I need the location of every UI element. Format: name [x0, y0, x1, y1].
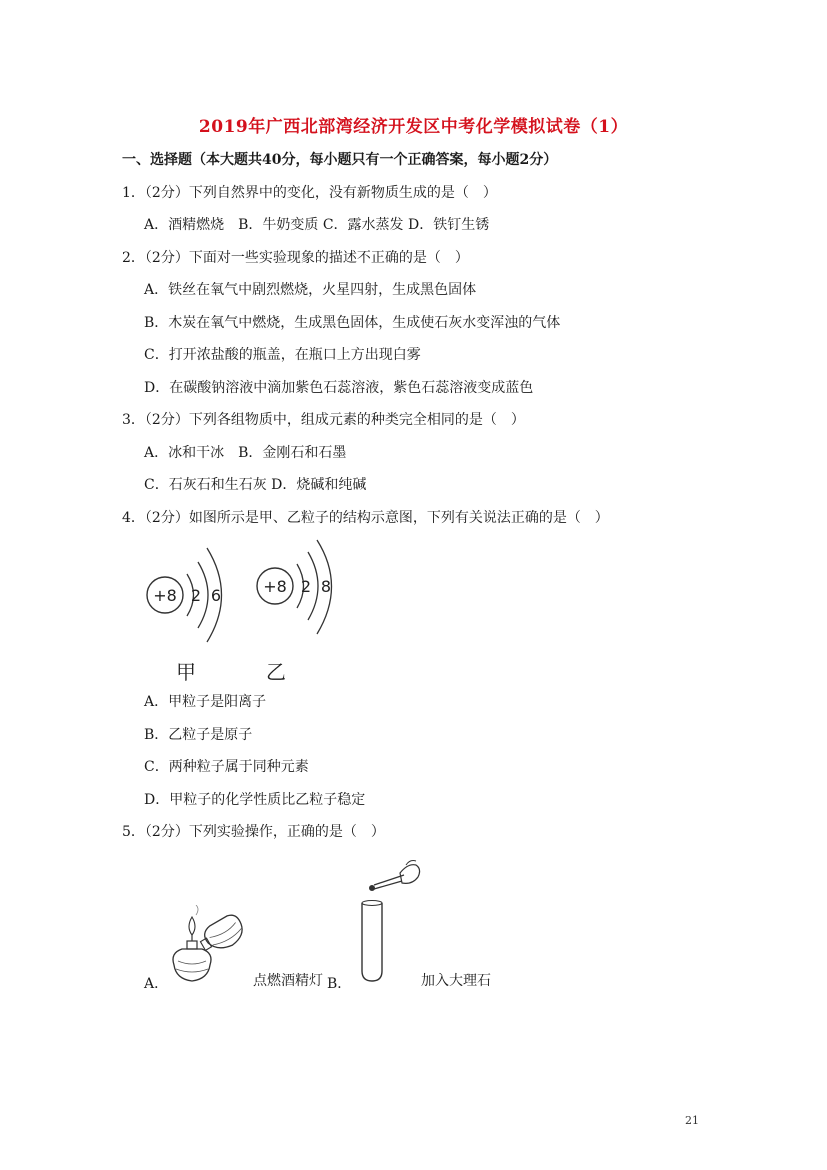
- question-4-option-d: D．甲粒子的化学性质比乙粒子稳定: [144, 792, 366, 808]
- question-3-stem: 3．（2分）下列各组物质中，组成元素的种类完全相同的是（ ）: [122, 412, 525, 428]
- particle-yi-nucleus: +8: [263, 577, 287, 596]
- particle-yi-label: 乙: [266, 660, 286, 684]
- question-5-option-a-caption: 点燃酒精灯: [253, 973, 323, 989]
- test-tube-marble-image: [352, 855, 422, 985]
- question-3-options-ab: A．冰和干冰 B．金刚石和石墨: [144, 445, 347, 461]
- particle-yi-shell-2: 8: [320, 577, 332, 596]
- question-5-option-b-caption: 加入大理石: [421, 973, 491, 989]
- question-4-option-b: B．乙粒子是原子: [144, 727, 253, 743]
- question-2-option-a: A．铁丝在氧气中剧烈燃烧，火星四射，生成黑色固体: [144, 282, 477, 298]
- alcohol-lamp-image: [166, 905, 252, 991]
- particle-structure-diagram: [140, 538, 360, 648]
- question-5-option-a-letter: A．: [144, 976, 169, 992]
- particle-jia-label: 甲: [176, 660, 196, 684]
- particle-jia: [147, 548, 222, 642]
- question-2-option-b: B．木炭在氧气中燃烧，生成黑色固体，生成使石灰水变浑浊的气体: [144, 315, 561, 331]
- question-1-options: A．酒精燃烧 B．牛奶变质 C．露水蒸发 D．铁钉生锈: [144, 217, 490, 233]
- question-2-option-c: C．打开浓盐酸的瓶盖，在瓶口上方出现白雾: [144, 347, 421, 363]
- particle-jia-nucleus: +8: [153, 586, 177, 605]
- page-number: 21: [685, 1114, 699, 1127]
- question-3-options-cd: C．石灰石和生石灰 D．烧碱和纯碱: [144, 477, 367, 493]
- particle-yi: [257, 540, 332, 634]
- question-4-option-c: C．两种粒子属于同种元素: [144, 759, 309, 775]
- exam-title: 2019年广西北部湾经济开发区中考化学模拟试卷（1）: [198, 117, 629, 137]
- question-2-option-d: D．在碳酸钠溶液中滴加紫色石蕊溶液，紫色石蕊溶液变成蓝色: [144, 380, 534, 396]
- question-1-stem: 1．（2分）下列自然界中的变化，没有新物质生成的是（ ）: [122, 185, 497, 201]
- question-4-option-a: A．甲粒子是阳离子: [144, 694, 267, 710]
- question-5-option-b-letter: B．: [327, 976, 352, 992]
- question-2-stem: 2．（2分）下面对一些实验现象的描述不正确的是（ ）: [122, 250, 469, 266]
- particle-jia-shell-1: 2: [190, 586, 202, 605]
- particle-yi-shell-1: 2: [300, 577, 312, 596]
- question-5-stem: 5．（2分）下列实验操作，正确的是（ ）: [122, 824, 385, 840]
- particle-jia-shell-2: 6: [210, 586, 222, 605]
- question-4-stem: 4．（2分）如图所示是甲、乙粒子的结构示意图，下列有关说法正确的是（ ）: [122, 510, 609, 526]
- section-heading: 一、选择题（本大题共40分，每小题只有一个正确答案，每小题2分）: [122, 152, 558, 168]
